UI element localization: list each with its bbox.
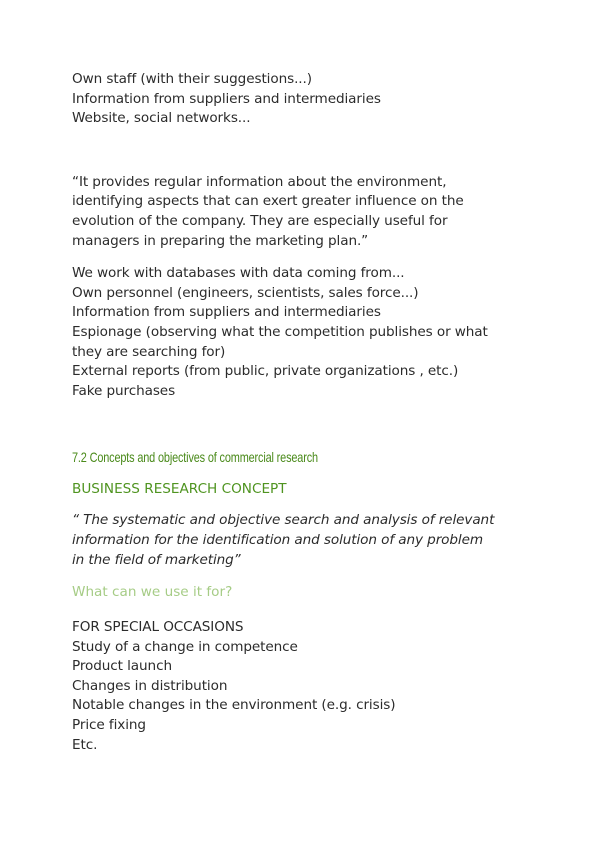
occasion-item: Price fixing bbox=[72, 717, 146, 734]
occasion-item: Study of a change in competence bbox=[72, 638, 298, 655]
definition-line: “ The systematic and objective search and analysis of relevant bbox=[72, 512, 495, 529]
definition-line: in the field of marketing” bbox=[72, 551, 241, 568]
databases-list bbox=[72, 264, 532, 401]
database-item: Fake purchases bbox=[72, 382, 176, 399]
occasion-item: Product launch bbox=[72, 658, 172, 675]
occasions-list bbox=[72, 618, 532, 755]
database-item: Information from suppliers and intermediaries bbox=[72, 304, 381, 321]
definition-quote bbox=[72, 511, 532, 570]
quote-line: managers in preparing the marketing plan.” bbox=[72, 232, 369, 249]
environment-quote bbox=[72, 173, 532, 251]
document-page bbox=[72, 70, 532, 755]
database-item: We work with databases with data coming from... bbox=[72, 265, 405, 282]
source-item: Website, social networks... bbox=[72, 110, 251, 127]
section-heading: 7.2 Concepts and objectives of commercial research bbox=[72, 449, 318, 466]
quote-line: identifying aspects that can exert greater influence on the bbox=[72, 193, 464, 210]
sources-list bbox=[72, 70, 532, 129]
occasion-item: FOR SPECIAL OCCASIONS bbox=[72, 619, 244, 636]
database-item: External reports (from public, private organizations , etc.) bbox=[72, 363, 459, 380]
database-item: Own personnel (engineers, scientists, sales force...) bbox=[72, 284, 419, 301]
database-item: Espionage (observing what the competition publishes or what bbox=[72, 323, 488, 340]
occasion-item: Notable changes in the environment (e.g. crisis) bbox=[72, 697, 396, 714]
source-item: Own staff (with their suggestions...) bbox=[72, 71, 312, 87]
occasion-item: Changes in distribution bbox=[72, 677, 228, 694]
database-item: they are searching for) bbox=[72, 343, 226, 360]
occasion-item: Etc. bbox=[72, 736, 98, 753]
quote-line: evolution of the company. They are especially useful for bbox=[72, 212, 448, 229]
quote-line: “It provides regular information about the environment, bbox=[72, 173, 447, 190]
definition-line: information for the identification and solution of any problem bbox=[72, 531, 484, 548]
usage-question: What can we use it for? bbox=[72, 584, 233, 601]
source-item: Information from suppliers and intermediaries bbox=[72, 90, 381, 107]
section-subheading: BUSINESS RESEARCH CONCEPT bbox=[72, 481, 287, 498]
